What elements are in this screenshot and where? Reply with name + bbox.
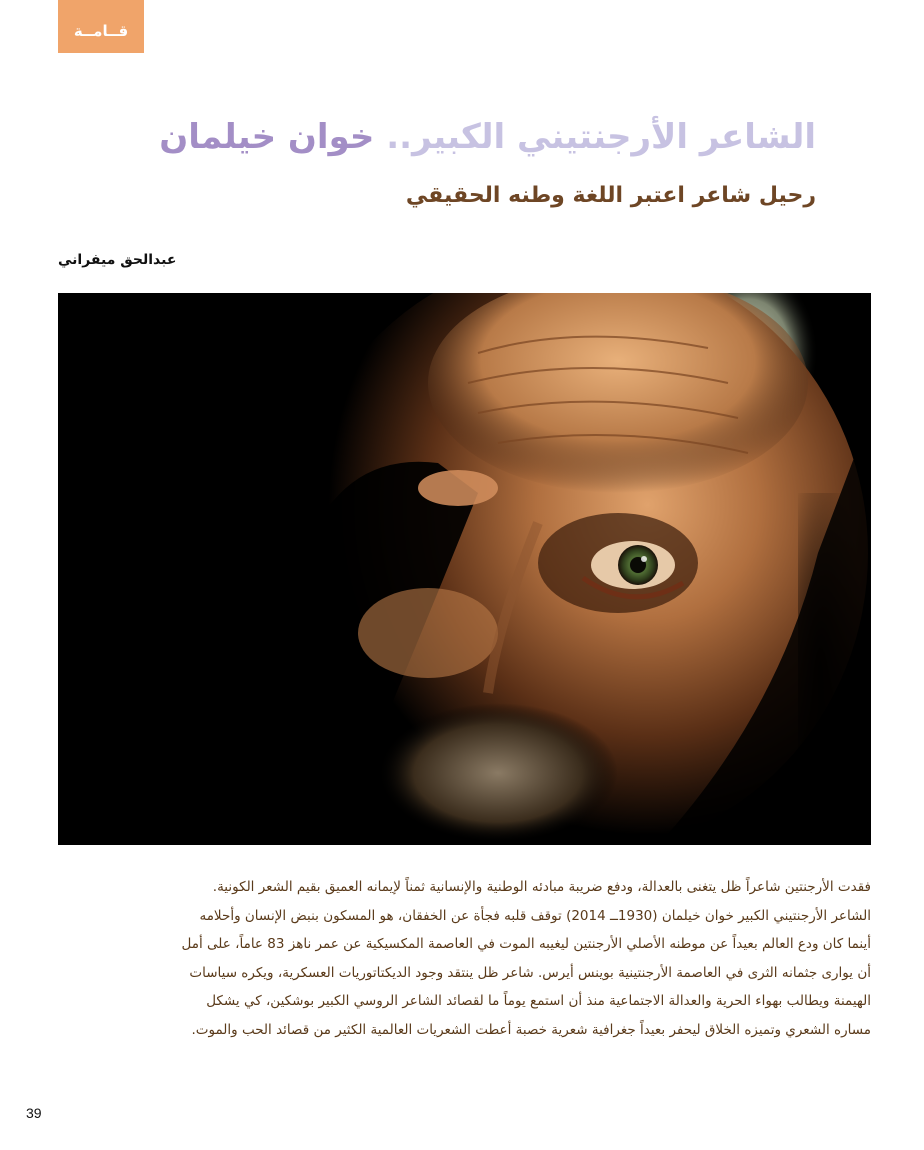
page-number: 39 <box>26 1105 42 1121</box>
section-tab <box>58 0 144 53</box>
page-title <box>159 112 816 162</box>
article-body <box>58 873 871 1044</box>
section-tab-label: قــامــة <box>73 21 129 40</box>
author-byline: عبدالحق ميفراني <box>58 252 177 268</box>
title-part-1: الشاعر الأرجنتيني الكبير.. <box>374 117 816 157</box>
body-line: مساره الشعري وتميزه الخلاق ليحفر بعيداً جغرافية شعرية خصبة أعطت الشعريات العالمية الكثير من قصائد الحب والموت. <box>191 1021 871 1038</box>
body-line: أينما كان ودع العالم بعيداً عن موطنه الأصلي الأرجنتين ليغيبه الموت في العاصمة المكسيكية عن عمر ناهز 83 عاماً، على أمل <box>181 936 871 952</box>
body-line: أن يوارى جثمانه الثرى في العاصمة الأرجنتينية بوينس أيرس. شاعر ظل ينتقد وجود الديكتاتوريات العسكرية، ويكره سياسات <box>189 964 871 981</box>
subtitle: رحيل شاعر اعتبر اللغة وطنه الحقيقي <box>405 183 816 208</box>
portrait-photo <box>58 293 871 845</box>
body-line: فقدت الأرجنتين شاعراً ظل يتغنى بالعدالة، ودفع ضريبة مبادئه الوطنية والإنسانية ثمناً لإيمانه العميق بقيم الشعر الكونية. <box>212 879 871 895</box>
body-line: الشاعر الأرجنتيني الكبير خوان خيلمان (1930ــ 2014) توقف قلبه فجأة عن الخفقان، هو المسكون بنبض الإنسان وأحلامه <box>199 907 871 924</box>
title-part-2: خوان خيلمان <box>159 117 375 157</box>
body-line: الهيمنة ويطالب بهواء الحرية والعدالة الاجتماعية منذ أن استمع يوماً ما لقصائد الشاعر الروسي الكبير بوشكين، كي يشكل <box>206 993 871 1009</box>
